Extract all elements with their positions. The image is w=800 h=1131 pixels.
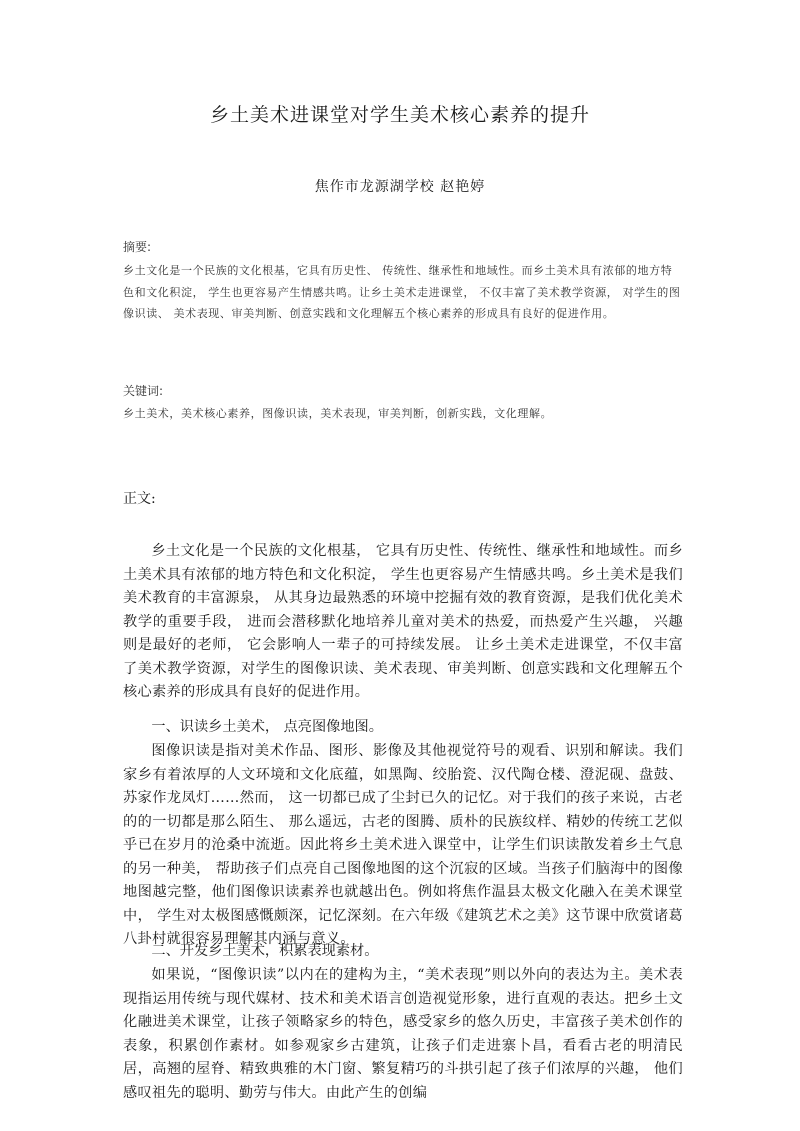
abstract-label: 摘要: (123, 240, 152, 254)
abstract-text: 乡土文化是一个民族的文化根基，它具有历史性、 传统性、继承性和地域性。而乡土美术具有浓郁的地方特色和文化积淀， 学生也更容易产生情感共鸣。让乡土美术走进课堂， 不仅丰富了美术教学资源， 对学生的图像识读、 美术表现、审美判断、创意实践和文化理解五个核心素养的形成具有良好的促进作用。 (123, 264, 681, 320)
body-label: 正文: (123, 491, 156, 507)
keywords-label: 关键词: (123, 384, 164, 398)
body-paragraph-section-2: 如果说，“图像识读”以内在的建构为主，“美术表现”则以外向的表达为主。美术表现指运用传统与现代媒材、技术和美术语言创造视觉形象，进行直观的表达。把乡土文化融进美术课堂，让孩子领略家乡的特色，感受家乡的悠久历史，丰富孩子美术创作的表象，积累创作素材。如参观家乡古建筑，让孩子们走进寨卜昌，看看古老的明清民居，高翘的屋脊、精致典雅的木门窗、繁复精巧的斗拱引起了孩子们浓厚的兴趣， 他们感叹祖先的聪明、勤劳与伟大。由此产生的创编 (123, 967, 683, 1101)
author-line: 焦作市龙源湖学校 赵艳婷 (314, 179, 486, 195)
body-paragraph-intro: 乡土文化是一个民族的文化根基， 它具有历史性、传统性、继承性和地域性。而乡土美术具有浓郁的地方特色和文化积淀， 学生也更容易产生情感共鸣。乡土美术是我们美术教育的丰富源泉， 从其身边最熟悉的环境中挖掘有效的教育资源，是我们优化美术教学的重要手段， 进而会潜移默化地培养儿童对美术的热爱，而热爱产生兴趣， 兴趣则是最好的老师， 它会影响人一辈子的可持续发展。 让乡土美术走进课堂，不仅丰富了美术教学资源，对学生的图像识读、美术表现、审美判断、创意实践和文化理解五个核心素养的形成具有良好的促进作用。 (123, 543, 683, 700)
section-heading-1: 一、识读乡土美术， 点亮图像地图。 (151, 719, 383, 735)
keywords-text: 乡土美术，美术核心素养，图像识读，美术表现，审美判断，创新实践，文化理解。 (123, 407, 553, 420)
document-title: 乡土美术进课堂对学生美术核心素养的提升 (209, 104, 590, 126)
section-heading-2: 二、开发乡土美术，积累表现素材。 (151, 943, 379, 959)
body-paragraph-section-1: 图像识读是指对美术作品、图形、影像及其他视觉符号的观看、识别和解读。我们家乡有着浓厚的人文环境和文化底蕴，如黑陶、绞胎瓷、汉代陶仓楼、澄泥砚、盘鼓、苏家作龙凤灯……然而， 这一切都已成了尘封已久的记忆。对于我们的孩子来说，古老的的一切都是那么陌生、 那么遥远，古老的图腾、质朴的民族纹样、精妙的传统工艺似乎已在岁月的沧桑中流逝。因此将乡土美术进入课堂中，让学生们识读散发着乡土气息的另一种美， 帮助孩子们点亮自己图像地图的这个沉寂的区域。当孩子们脑海中的图像地图越完整，他们图像识读素养也就越出色。例如将焦作温县太极文化融入在美术课堂中， 学生对太极图感慨颇深，记忆深刻。在六年级《建筑艺术之美》这节课中欣赏诸葛八卦村就很容易理解其内涵与意义。 (123, 743, 683, 947)
